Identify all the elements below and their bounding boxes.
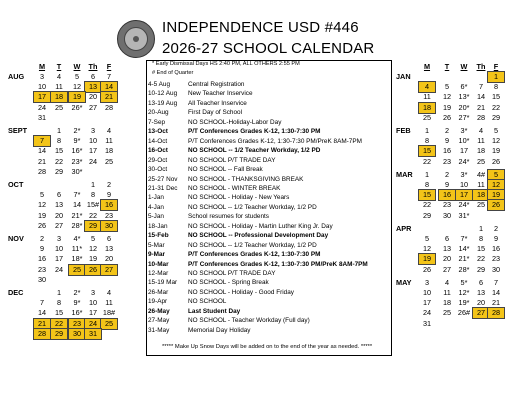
calendar-day: 16 — [442, 146, 452, 156]
calendar-day: 11 — [105, 298, 113, 308]
calendar-day: 14 — [37, 308, 47, 318]
calendar-day: 17 — [33, 91, 51, 103]
event-description: NO SCHOOL -- 1/2 Teacher Workday, 1/2 PD — [188, 241, 317, 249]
calendar-day: 23* — [71, 156, 83, 166]
left-day-header: Th — [88, 62, 98, 71]
calendar-day: 5 — [74, 72, 80, 81]
calendar-day: 15 — [476, 244, 486, 254]
calendar-day: 30 — [37, 274, 47, 284]
calendar-day: 3* — [460, 126, 468, 135]
calendar-day: 11 — [55, 82, 63, 92]
left-month-label: OCT — [8, 180, 24, 189]
left-month-label: DEC — [8, 288, 24, 297]
calendar-day: 20 — [476, 298, 486, 308]
event-date: 26-Mar — [148, 288, 169, 296]
calendar-day: 9* — [73, 298, 81, 308]
event-description: NO SCHOOL - Teacher Workday (Full day) — [188, 317, 310, 325]
calendar-day: 2* — [73, 288, 81, 297]
calendar-day: 23 — [442, 200, 452, 210]
event-description: NO SCHOOL - THANKSGIVING BREAK — [188, 175, 304, 183]
left-day-header: M — [38, 62, 46, 71]
calendar-day: 26 — [487, 199, 505, 211]
calendar-day: 28 — [37, 166, 47, 176]
event-description: NO SCHOOL -- Professional Development Day — [188, 232, 329, 240]
calendar-day: 28 — [33, 328, 51, 340]
event-date: 31-May — [148, 326, 170, 334]
calendar-day: 14 — [491, 288, 501, 297]
calendar-day: 4 — [106, 126, 112, 135]
calendar-day: 1 — [56, 126, 62, 135]
calendar-day: 7 — [33, 135, 51, 147]
calendar-day: 8 — [493, 82, 499, 92]
calendar-day: 17 — [54, 254, 64, 264]
calendar-day: 13 — [54, 200, 64, 210]
calendar-day: 26 — [37, 220, 47, 230]
calendar-day: 12 — [487, 179, 505, 191]
calendar-day: 15 — [418, 145, 436, 157]
event-date: 15-19 Mar — [148, 279, 178, 287]
calendar-day: 22 — [422, 156, 432, 166]
calendar-day: 1 — [56, 288, 62, 297]
calendar-day: 4# — [476, 169, 486, 179]
calendar-day: 11 — [423, 92, 431, 102]
calendar-day: 2 — [444, 126, 450, 135]
calendar-day: 24 — [54, 264, 64, 274]
calendar-day: 29 — [422, 210, 432, 220]
event-description: NO SCHOOL - WINTER BREAK — [188, 184, 281, 192]
calendar-day: 26* — [71, 102, 83, 112]
calendar-day: 12 — [37, 200, 47, 210]
event-description: School resumes for students — [188, 213, 269, 221]
calendar-day: 8 — [56, 298, 62, 308]
calendar-day: 9* — [73, 136, 81, 146]
calendar-day: 3 — [90, 126, 96, 135]
calendar-day: 6 — [444, 234, 450, 243]
event-description: NO SCHOOL -- Fall Break — [188, 166, 263, 174]
calendar-day: 23 — [68, 318, 86, 330]
calendar-day: 4 — [418, 81, 436, 93]
calendar-day: 3 — [39, 72, 45, 81]
calendar-day: 19 — [487, 189, 505, 201]
district-seal-logo — [117, 20, 155, 58]
calendar-day: 14 — [100, 81, 118, 93]
calendar-day: 20 — [442, 254, 452, 264]
event-date: 21-31 Dec — [148, 184, 178, 192]
event-description: New Teacher Inservice — [188, 90, 253, 98]
calendar-day: 14* — [458, 244, 470, 254]
calendar-day: 14 — [476, 92, 486, 102]
calendar-day: 21 — [476, 102, 486, 112]
calendar-day: 26 — [491, 156, 501, 166]
calendar-day: 17 — [88, 308, 98, 318]
event-date: 13-19 Aug — [148, 99, 178, 107]
right-day-header: T — [444, 62, 450, 71]
calendar-day: 6 — [478, 277, 484, 287]
calendar-day: 30 — [100, 220, 118, 232]
calendar-day: 24 — [37, 102, 47, 112]
event-date: 10-12 Aug — [148, 90, 178, 98]
calendar-day: 22 — [476, 254, 486, 264]
calendar-day: 3 — [90, 288, 96, 297]
calendar-day: 25 — [476, 156, 486, 166]
calendar-day: 6 — [90, 72, 96, 81]
event-date: 4-5 Aug — [148, 81, 171, 88]
calendar-day: 9 — [444, 180, 450, 189]
event-description: First Day of School — [188, 109, 242, 117]
calendar-day: 22 — [88, 210, 98, 220]
calendar-day: 11 — [477, 136, 485, 146]
calendar-day: 7 — [39, 298, 45, 308]
calendar-day: 1 — [487, 71, 505, 83]
event-description: NO SCHOOL P/T TRADE DAY — [188, 156, 276, 164]
event-description: NO SCHOOL-Holiday-Labor Day — [188, 118, 282, 126]
calendar-day: 1 — [90, 180, 96, 189]
calendar-day: 11 — [443, 288, 451, 297]
calendar-day: 7 — [106, 72, 112, 81]
calendar-day: 17 — [88, 146, 98, 156]
calendar-day: 12 — [442, 92, 452, 102]
event-date: 20-Aug — [148, 109, 169, 117]
calendar-day: 30* — [71, 166, 83, 176]
calendar-day: 26 — [84, 264, 102, 276]
event-description: NO SCHOOL -- 1/2 Teacher Workday, 1/2 PD — [188, 203, 317, 211]
calendar-day: 10 — [88, 136, 98, 146]
calendar-day: 9 — [106, 190, 112, 200]
event-date: 10-Mar — [148, 260, 169, 268]
event-date: 15-Feb — [148, 232, 169, 240]
calendar-day: 16* — [71, 146, 83, 156]
calendar-day: 22 — [422, 200, 432, 210]
calendar-day: 17 — [422, 298, 432, 308]
calendar-day: 10* — [458, 136, 470, 146]
calendar-day: 8 — [56, 136, 62, 146]
calendar-day: 18 — [472, 189, 490, 201]
event-date: 30-Oct — [148, 166, 168, 174]
right-day-header: M — [423, 62, 431, 71]
calendar-day: 30 — [442, 210, 452, 220]
right-month-label: APR — [396, 223, 412, 233]
event-description: P/T Conferences Grades K-12, 1:30-7:30 PM — [188, 128, 321, 136]
calendar-day: 21 — [37, 156, 47, 166]
calendar-day: 2 — [444, 169, 450, 179]
calendar-day: 16 — [100, 199, 118, 211]
calendar-day: 7* — [460, 234, 468, 243]
left-month-label: AUG — [8, 72, 25, 81]
calendar-day: 14 — [37, 146, 47, 156]
calendar-day: 18# — [102, 308, 116, 318]
left-day-header: W — [73, 62, 81, 71]
calendar-day: 15 — [54, 308, 64, 318]
calendar-day: 7 — [493, 277, 499, 287]
calendar-day: 31 — [84, 328, 102, 340]
event-description: P/T Conferences Grades K-12, 1:30-7:30 PM/PreK 8AM-7PM — [188, 137, 362, 145]
calendar-day: 2* — [73, 126, 81, 135]
event-date: 29-Oct — [148, 156, 168, 164]
calendar-day: 20 — [54, 210, 64, 220]
calendar-day: 15 — [491, 92, 501, 102]
event-date: 26-May — [148, 307, 170, 315]
early-dismissal-note: * Early Dismissal Days HS 2:40 PM, ALL OTHERS 2:55 PM — [152, 61, 300, 67]
right-day-header: F — [493, 62, 499, 71]
calendar-day: 3* — [460, 169, 468, 179]
calendar-day: 20 — [104, 254, 114, 264]
calendar-day: 8 — [424, 180, 430, 189]
calendar-day: 4 — [56, 72, 62, 81]
calendar-day: 26# — [457, 308, 471, 318]
calendar-day: 5 — [424, 234, 430, 243]
calendar-day: 23 — [442, 156, 452, 166]
calendar-day: 5 — [39, 190, 45, 200]
event-description: NO SCHOOL -- 1/2 Teacher Workday, 1/2 PD — [188, 147, 321, 155]
event-date: 25-27 Nov — [148, 175, 178, 183]
calendar-day: 8 — [424, 136, 430, 146]
calendar-day: 24* — [458, 156, 470, 166]
event-description: Last Student Day — [188, 307, 241, 315]
calendar-day: 27 — [88, 102, 98, 112]
calendar-day: 28 — [476, 112, 486, 122]
event-description: P/T Conferences Grades K-12, 1:30-7:30 PM — [188, 251, 321, 259]
right-day-header: W — [460, 62, 468, 71]
calendar-day: 29 — [84, 220, 102, 232]
calendar-day: 19 — [37, 210, 47, 220]
calendar-day: 31 — [37, 112, 47, 122]
calendar-day: 18 — [442, 298, 452, 308]
calendar-day: 21* — [71, 210, 83, 220]
calendar-day: 27 — [472, 307, 490, 319]
calendar-day: 19* — [458, 298, 470, 308]
calendar-day: 28 — [104, 102, 114, 112]
calendar-day: 13* — [458, 92, 470, 102]
calendar-day: 29 — [50, 328, 68, 340]
event-date: 7-Sep — [148, 118, 166, 126]
event-date: 9-Mar — [148, 251, 166, 259]
event-description: NO SCHOOL - Holiday - New Years — [188, 194, 290, 202]
calendar-day: 25 — [68, 264, 86, 276]
calendar-day: 19 — [418, 253, 436, 265]
calendar-day: 7 — [478, 82, 484, 92]
calendar-day: 18 — [104, 146, 114, 156]
calendar-day: 5 — [493, 126, 499, 135]
calendar-day: 21* — [458, 254, 470, 264]
calendar-day: 13 — [84, 81, 102, 93]
calendar-day: 17 — [455, 189, 473, 201]
calendar-day: 8 — [90, 190, 96, 200]
calendar-day: 4* — [73, 234, 81, 243]
calendar-day: 27* — [458, 112, 470, 122]
calendar-day: 19 — [68, 91, 86, 103]
calendar-day: 30 — [68, 328, 86, 340]
calendar-day: 25 — [54, 102, 64, 112]
calendar-day: 28* — [458, 264, 470, 274]
calendar-day: 20* — [458, 102, 470, 112]
calendar-day: 13 — [442, 244, 452, 254]
calendar-day: 27 — [54, 220, 64, 230]
calendar-day: 18 — [418, 102, 436, 114]
calendar-day: 8 — [478, 234, 484, 243]
calendar-day: 5 — [444, 82, 450, 92]
calendar-day: 1 — [478, 223, 484, 233]
event-date: 5-Mar — [148, 241, 165, 249]
calendar-day: 16 — [438, 189, 456, 201]
event-date: 27-May — [148, 317, 170, 325]
calendar-day: 9 — [39, 244, 45, 254]
right-month-label: FEB — [396, 126, 411, 135]
calendar-day: 1 — [424, 169, 430, 179]
calendar-day: 4 — [444, 277, 450, 287]
calendar-day: 20 — [88, 92, 98, 102]
calendar-day: 16* — [71, 308, 83, 318]
calendar-day: 7* — [73, 190, 81, 200]
calendar-day: 19 — [442, 102, 452, 112]
calendar-day: 1 — [424, 126, 430, 135]
calendar-day: 27 — [100, 264, 118, 276]
event-date: 1-Jan — [148, 194, 164, 202]
calendar-day: 12 — [72, 82, 82, 92]
calendar-day: 9 — [493, 234, 499, 243]
calendar-day: 4 — [478, 126, 484, 135]
calendar-day: 12 — [491, 136, 501, 146]
right-month-label: MAY — [396, 277, 412, 287]
calendar-day: 10 — [422, 288, 432, 297]
calendar-day: 23 — [37, 264, 47, 274]
calendar-day: 24 — [84, 318, 102, 330]
calendar-day: 29 — [476, 264, 486, 274]
right-day-header: Th — [476, 62, 486, 71]
calendar-day: 31 — [422, 318, 432, 328]
calendar-day: 21 — [100, 91, 118, 103]
calendar-day: 13 — [476, 288, 486, 297]
calendar-day: 17 — [459, 146, 469, 156]
calendar-day: 22 — [54, 156, 64, 166]
calendar-day: 24* — [458, 200, 470, 210]
calendar-day: 26 — [422, 264, 432, 274]
calendar-day: 25 — [422, 112, 432, 122]
calendar-day: 6 — [106, 234, 112, 243]
event-date: 14-Oct — [148, 137, 168, 145]
calendar-day: 6* — [460, 82, 468, 92]
calendar-day: 3 — [56, 234, 62, 243]
calendar-day: 11 — [477, 180, 485, 189]
calendar-day: 15# — [86, 200, 100, 210]
event-date: 13-Oct — [148, 128, 168, 136]
calendar-day: 16 — [37, 254, 47, 264]
event-description: NO SCHOOL - Holiday - Good Friday — [188, 288, 294, 296]
calendar-day: 25 — [476, 200, 486, 210]
calendar-day: 2 — [39, 234, 45, 243]
calendar-day: 3 — [424, 277, 430, 287]
event-date: 5-Jan — [148, 213, 164, 221]
calendar-day: 11 — [105, 136, 113, 146]
calendar-day: 25 — [442, 308, 452, 318]
calendar-day: 10 — [88, 298, 98, 308]
calendar-day: 18 — [50, 91, 68, 103]
calendar-day: 5 — [90, 234, 96, 243]
calendar-day: 28* — [71, 220, 83, 230]
calendar-day: 18* — [71, 254, 83, 264]
calendar-day: 30 — [491, 264, 501, 274]
right-month-label: JAN — [396, 72, 411, 81]
calendar-day: 10 — [54, 244, 64, 254]
left-month-label: NOV — [8, 234, 24, 243]
calendar-day: 19 — [88, 254, 98, 264]
calendar-day: 29 — [54, 166, 64, 176]
district-title: INDEPENDENCE USD #446 — [162, 19, 359, 36]
calendar-day: 6 — [56, 190, 62, 200]
left-day-header: F — [106, 62, 112, 71]
end-of-quarter-note: # End of Quarter — [152, 70, 194, 76]
event-description: Memorial Day Holiday — [188, 326, 251, 334]
calendar-day: 24 — [88, 156, 98, 166]
calendar-day: 23 — [104, 210, 114, 220]
calendar-day: 23 — [491, 254, 501, 264]
calendar-day: 4 — [106, 288, 112, 297]
calendar-day: 13 — [104, 244, 114, 254]
calendar-day: 25 — [104, 156, 114, 166]
calendar-day: 24 — [422, 308, 432, 318]
event-description: Central Registration — [188, 81, 245, 88]
calendar-day: 15 — [54, 146, 64, 156]
event-date: 19-Apr — [148, 298, 168, 306]
calendar-day: 18 — [476, 146, 486, 156]
right-month-label: MAR — [396, 169, 413, 179]
calendar-day: 26 — [442, 112, 452, 122]
makeup-days-note: ***** Make Up Snow Days will be added on to the end of the year as needed. ***** — [162, 344, 373, 350]
event-date: 16-Oct — [148, 147, 168, 155]
calendar-day: 12 — [88, 244, 98, 254]
calendar-day: 12 — [422, 244, 432, 254]
event-description: NO SCHOOL - Spring Break — [188, 279, 269, 287]
calendar-day: 21 — [33, 318, 51, 330]
event-date: 12-Mar — [148, 270, 169, 277]
calendar-day: 5 — [487, 169, 505, 181]
calendar-day: 29 — [491, 112, 501, 122]
calendar-day: 21 — [491, 298, 501, 308]
event-date: 18-Jan — [148, 222, 168, 230]
calendar-day: 9 — [444, 136, 450, 146]
calendar-day: 11* — [71, 244, 83, 254]
event-date: 4-Jan — [148, 203, 164, 211]
calendar-day: 2 — [106, 180, 112, 189]
calendar-day: 5* — [460, 277, 468, 287]
calendar-day: 27 — [442, 264, 452, 274]
calendar-day: 16 — [491, 244, 501, 254]
left-day-header: T — [56, 62, 62, 71]
calendar-day: 28 — [487, 307, 505, 319]
calendar-day: 31* — [458, 210, 470, 220]
calendar-day: 25 — [100, 318, 118, 330]
calendar-day: 10 — [37, 82, 47, 92]
event-description: NO SCHOOL — [188, 298, 227, 306]
calendar-title: 2026-27 SCHOOL CALENDAR — [162, 40, 375, 57]
calendar-day: 15 — [418, 189, 436, 201]
left-month-label: SEPT — [8, 126, 28, 135]
calendar-day: 2 — [493, 223, 499, 233]
calendar-day: 14 — [72, 200, 82, 210]
calendar-day: 10 — [459, 180, 469, 189]
event-description: NO SCHOOL - Holiday - Martin Luther King Jr. Day — [188, 222, 333, 230]
event-description: NO SCHOOL P/T TRADE DAY — [188, 270, 276, 277]
calendar-day: 12* — [458, 288, 470, 297]
event-description: All Teacher Inservice — [188, 99, 247, 107]
event-description: P/T Conferences Grades K-12, 1:30-7:30 PM/PreK 8AM-7PM — [188, 260, 368, 268]
calendar-day: 22 — [491, 102, 501, 112]
calendar-day: 19 — [491, 146, 501, 156]
calendar-day: 22 — [50, 318, 68, 330]
